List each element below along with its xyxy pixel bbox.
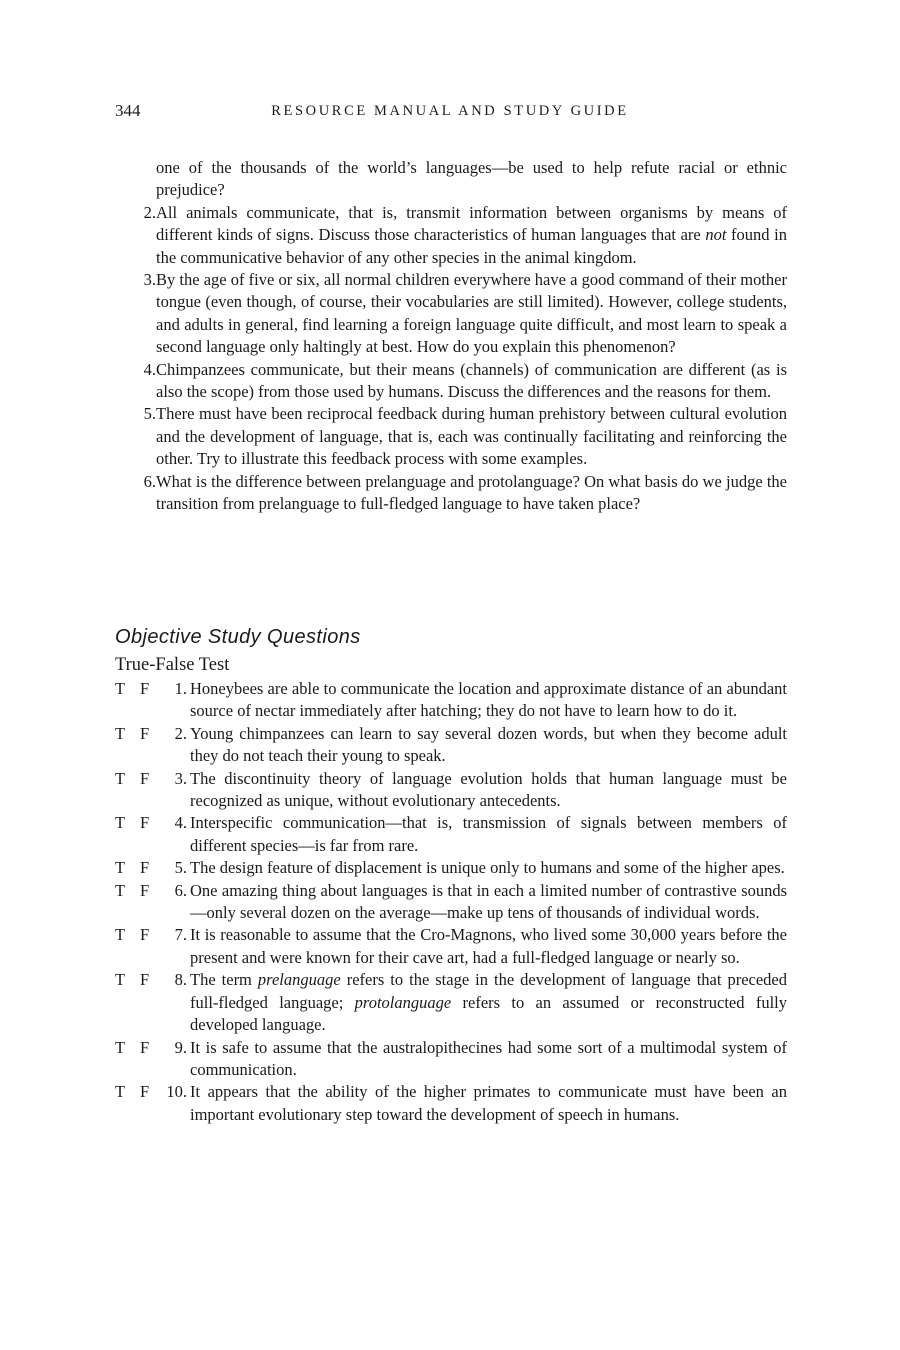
emphasis: not <box>705 225 727 245</box>
item-text: It is reasonable to assume that the Cro-Magnons, who lived some 30,000 years before the present and were known for their cave art, had a full-fledged language or nearly so. <box>190 925 787 967</box>
false-option[interactable]: F <box>140 858 150 878</box>
item-number: 6. <box>174 880 187 900</box>
true-option[interactable]: T <box>115 679 126 698</box>
item-number: 8. <box>174 970 187 990</box>
tf-item <box>115 969 787 1036</box>
item-number: 10. <box>166 1082 187 1102</box>
true-option[interactable]: T <box>115 723 126 743</box>
item-text: It appears that the ability of the higher primates to communicate must have been an important evolutionary step toward the development of speech in humans. <box>190 1082 787 1124</box>
page-number: 344 <box>115 101 141 120</box>
item-number: 4. <box>174 813 187 833</box>
tf-item <box>115 924 787 969</box>
question-text: By the age of five or six, all normal children everywhere have a good command of their mother tongue (even though, of course, their vocabularies are still limited). However, college students, and adults in general, find learning a foreign language quite difficult, and most learn to speak a second language only haltingly at best. How do you explain this phenomenon? <box>156 270 787 357</box>
false-option[interactable]: F <box>140 679 150 698</box>
question-number: 2. <box>143 202 156 222</box>
true-option[interactable]: T <box>115 858 126 878</box>
question-number: 6. <box>143 471 156 491</box>
question-number: 3. <box>143 270 156 290</box>
item-text: The design feature of displacement is unique only to humans and some of the higher apes. <box>190 858 785 878</box>
true-option[interactable]: T <box>115 1037 126 1057</box>
false-option[interactable]: F <box>140 723 150 743</box>
question-text: one of the thousands of the world’s languages—be used to help refute racial or ethnic prejudice? <box>156 158 787 200</box>
question-text: All animals communicate, that is, transmit information between organisms by means of different kinds of signs. Discuss those characteristics of human languages that are not found in the communicative behavior of any other species in the animal kingdom. <box>156 202 787 267</box>
false-option[interactable]: F <box>140 813 150 833</box>
item-text: One amazing thing about languages is that in each a limited number of contrastive sounds—only several dozen on the average—make up tens of thousands of individual words. <box>190 880 787 923</box>
question-text: There must have been reciprocal feedback during human prehistory between cultural evolution and the development of language, that is, each was continually facilitating and reinforcing the other. Try to illustrate this feedback process with some examples. <box>156 404 787 469</box>
false-option[interactable]: F <box>140 925 150 945</box>
item-text: Young chimpanzees can learn to say several dozen words, but when they become adult they do not teach their young to speak. <box>190 723 787 766</box>
item-text: It is safe to assume that the australopithecines had some sort of a multimodal system of communication. <box>190 1037 787 1079</box>
false-option[interactable]: F <box>140 1037 150 1057</box>
true-option[interactable]: T <box>115 925 126 945</box>
item-text: The discontinuity theory of language evolution holds that human language must be recognized as unique, without evolutionary antecedents. <box>190 768 787 811</box>
item-number: 1. <box>174 679 187 698</box>
sub-heading: True-False Test <box>115 655 230 675</box>
item-number: 3. <box>174 768 187 788</box>
question-text: What is the difference between prelanguage and protolanguage? On what basis do we judge the transition from prelanguage to full-fledged language to have taken place? <box>156 471 787 514</box>
false-option[interactable]: F <box>140 768 150 788</box>
essay-question <box>115 471 787 516</box>
true-false-list <box>115 678 787 1126</box>
tf-item <box>115 723 787 768</box>
item-text: Interspecific communication—that is, transmission of signals between members of different species—is far from rare. <box>190 813 787 855</box>
essay-question-list <box>115 157 787 516</box>
false-option[interactable]: F <box>140 880 150 900</box>
tf-item <box>115 812 787 857</box>
true-option[interactable]: T <box>115 813 126 833</box>
true-option[interactable]: T <box>115 768 126 788</box>
item-text: Honeybees are able to communicate the location and approximate distance of an abundant source of nectar immediately after hatching; they do not have to learn how to do it. <box>190 679 787 721</box>
item-number: 7. <box>174 925 187 945</box>
running-head: RESOURCE MANUAL AND STUDY GUIDE <box>271 103 629 119</box>
tf-item <box>115 678 787 723</box>
question-text: Chimpanzees communicate, but their means (channels) of communication are different (as is also the scope) from those used by humans. Discuss the differences and the reasons for them. <box>156 359 787 402</box>
true-option[interactable]: T <box>115 970 126 990</box>
essay-question <box>115 202 787 269</box>
section-heading: Objective Study Questions <box>115 626 361 648</box>
tf-item <box>115 1081 787 1126</box>
false-option[interactable]: F <box>140 970 150 990</box>
true-option[interactable]: T <box>115 880 126 900</box>
tf-item <box>115 857 787 879</box>
essay-question-continuation <box>115 157 787 202</box>
item-number: 2. <box>174 723 187 743</box>
question-number: 4. <box>143 359 156 379</box>
tf-item <box>115 768 787 813</box>
question-number: 5. <box>143 404 156 424</box>
essay-question <box>115 403 787 470</box>
essay-question <box>115 269 787 359</box>
item-number: 5. <box>174 858 187 878</box>
tf-item <box>115 880 787 925</box>
tf-item <box>115 1037 787 1082</box>
emphasis: protolanguage <box>354 992 452 1012</box>
emphasis: prelanguage <box>257 970 341 990</box>
item-text: The term prelanguage refers to the stage in the development of language that preceded full-fledged language; protolanguage refers to an assumed or reconstructed fully developed language. <box>190 970 787 1035</box>
true-option[interactable]: T <box>115 1082 126 1102</box>
false-option[interactable]: F <box>140 1082 150 1102</box>
essay-question <box>115 359 787 404</box>
item-number: 9. <box>174 1037 187 1057</box>
